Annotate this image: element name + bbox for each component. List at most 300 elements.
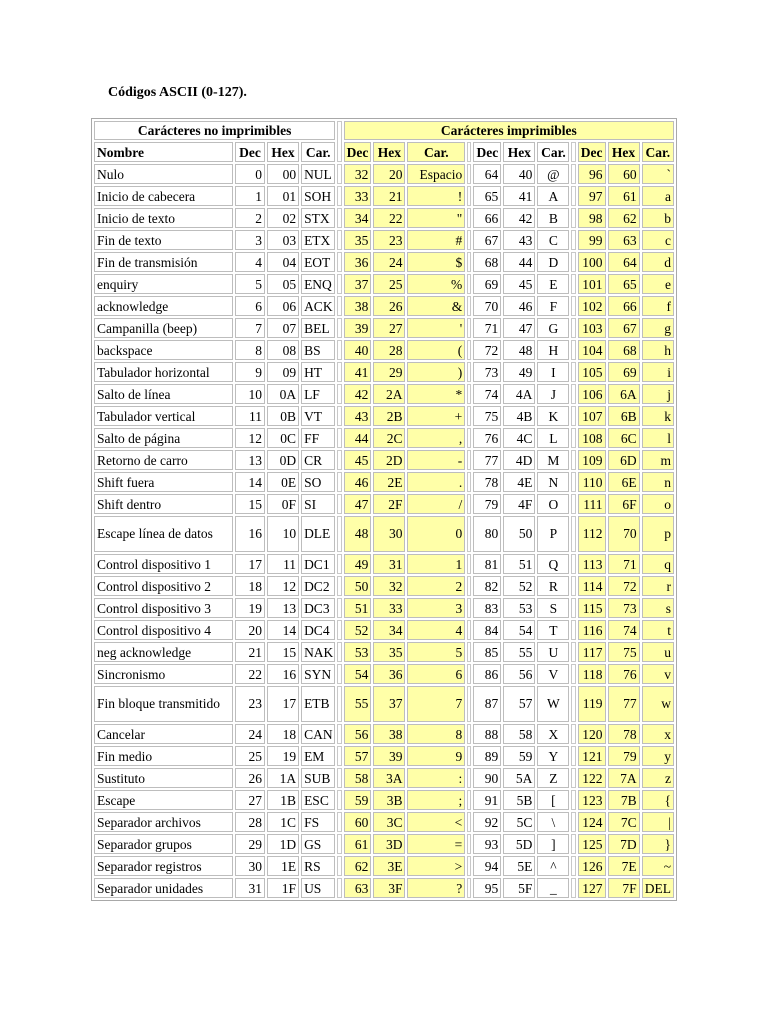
cell-dec: 39 <box>344 318 372 338</box>
cell-char: l <box>642 428 674 448</box>
cell-dec: 1 <box>235 186 265 206</box>
cell-dec: 118 <box>578 664 606 684</box>
cell-dec: 72 <box>473 340 501 360</box>
cell-dec: 38 <box>344 296 372 316</box>
column-separator <box>337 664 341 684</box>
cell-dec: 62 <box>344 856 372 876</box>
cell-hex: 37 <box>373 686 405 722</box>
cell-dec: 97 <box>578 186 606 206</box>
cell-char: i <box>642 362 674 382</box>
page-title: Códigos ASCII (0-127). <box>108 85 247 100</box>
cell-dec: 40 <box>344 340 372 360</box>
cell-hex: 01 <box>267 186 299 206</box>
cell-dec: 94 <box>473 856 501 876</box>
cell-dec: 124 <box>578 812 606 832</box>
cell-hex: 27 <box>373 318 405 338</box>
table-row <box>94 362 674 382</box>
cell-name: backspace <box>94 340 233 360</box>
column-separator <box>337 554 341 574</box>
table-row <box>94 516 674 552</box>
column-separator <box>467 296 471 316</box>
cell-hex: 0A <box>267 384 299 404</box>
cell-dec: 18 <box>235 576 265 596</box>
column-separator <box>337 121 341 162</box>
cell-char: * <box>407 384 465 404</box>
cell-hex: 03 <box>267 230 299 250</box>
cell-hex: 05 <box>267 274 299 294</box>
cell-dec: 109 <box>578 450 606 470</box>
cell-dec: 82 <box>473 576 501 596</box>
column-separator <box>467 598 471 618</box>
cell-char: LF <box>301 384 335 404</box>
cell-name: Escape <box>94 790 233 810</box>
column-separator <box>467 642 471 662</box>
cell-char: s <box>642 598 674 618</box>
cell-hex: 58 <box>503 724 535 744</box>
column-separator <box>571 724 575 744</box>
column-separator <box>571 664 575 684</box>
cell-hex: 72 <box>608 576 640 596</box>
table-row <box>94 812 674 832</box>
cell-char: ESC <box>301 790 335 810</box>
cell-char: V <box>537 664 569 684</box>
cell-hex: 7A <box>608 768 640 788</box>
cell-name: Salto de página <box>94 428 233 448</box>
cell-dec: 70 <box>473 296 501 316</box>
cell-dec: 63 <box>344 878 372 898</box>
column-separator <box>337 384 341 404</box>
cell-dec: 0 <box>235 164 265 184</box>
cell-hex: 62 <box>608 208 640 228</box>
cell-dec: 74 <box>473 384 501 404</box>
cell-char: o <box>642 494 674 514</box>
cell-dec: 96 <box>578 164 606 184</box>
cell-hex: 67 <box>608 318 640 338</box>
cell-char: G <box>537 318 569 338</box>
col-header-name: Nombre <box>94 142 233 162</box>
cell-hex: 08 <box>267 340 299 360</box>
cell-dec: 108 <box>578 428 606 448</box>
column-separator <box>337 790 341 810</box>
cell-dec: 123 <box>578 790 606 810</box>
cell-char: FS <box>301 812 335 832</box>
column-separator <box>337 812 341 832</box>
cell-char: 9 <box>407 746 465 766</box>
ascii-table <box>91 118 677 901</box>
cell-char: N <box>537 472 569 492</box>
table-row <box>94 494 674 514</box>
cell-dec: 52 <box>344 620 372 640</box>
table-row <box>94 230 674 250</box>
col-header-dec: Dec <box>578 142 606 162</box>
cell-hex: 1A <box>267 768 299 788</box>
cell-hex: 4D <box>503 450 535 470</box>
table-row <box>94 450 674 470</box>
column-separator <box>337 274 341 294</box>
cell-char: _ <box>537 878 569 898</box>
cell-char: 4 <box>407 620 465 640</box>
column-separator <box>571 472 575 492</box>
cell-hex: 11 <box>267 554 299 574</box>
column-separator <box>337 686 341 722</box>
table-row <box>94 576 674 596</box>
cell-char: j <box>642 384 674 404</box>
cell-char: RS <box>301 856 335 876</box>
cell-hex: 17 <box>267 686 299 722</box>
cell-hex: 6F <box>608 494 640 514</box>
column-separator <box>337 576 341 596</box>
column-separator <box>571 252 575 272</box>
cell-hex: 71 <box>608 554 640 574</box>
cell-char: L <box>537 428 569 448</box>
cell-char: DC4 <box>301 620 335 640</box>
cell-char: } <box>642 834 674 854</box>
cell-char: : <box>407 768 465 788</box>
cell-dec: 100 <box>578 252 606 272</box>
cell-char: \ <box>537 812 569 832</box>
cell-char: 6 <box>407 664 465 684</box>
cell-dec: 65 <box>473 186 501 206</box>
cell-hex: 22 <box>373 208 405 228</box>
cell-hex: 25 <box>373 274 405 294</box>
cell-char: ^ <box>537 856 569 876</box>
cell-char: SI <box>301 494 335 514</box>
cell-name: Separador unidades <box>94 878 233 898</box>
cell-char: m <box>642 450 674 470</box>
cell-dec: 34 <box>344 208 372 228</box>
column-separator <box>467 406 471 426</box>
cell-dec: 50 <box>344 576 372 596</box>
column-separator <box>467 164 471 184</box>
table-row <box>94 428 674 448</box>
column-separator <box>337 208 341 228</box>
cell-dec: 113 <box>578 554 606 574</box>
cell-dec: 93 <box>473 834 501 854</box>
cell-hex: 1C <box>267 812 299 832</box>
cell-dec: 69 <box>473 274 501 294</box>
cell-hex: 66 <box>608 296 640 316</box>
cell-char: HT <box>301 362 335 382</box>
cell-char: ( <box>407 340 465 360</box>
column-separator <box>467 834 471 854</box>
column-separator <box>467 318 471 338</box>
cell-hex: 56 <box>503 664 535 684</box>
cell-hex: 4A <box>503 384 535 404</box>
column-separator <box>571 494 575 514</box>
cell-hex: 15 <box>267 642 299 662</box>
cell-hex: 5E <box>503 856 535 876</box>
cell-char: ` <box>642 164 674 184</box>
cell-hex: 0C <box>267 428 299 448</box>
cell-dec: 20 <box>235 620 265 640</box>
column-separator <box>467 686 471 722</box>
cell-dec: 107 <box>578 406 606 426</box>
cell-char: BS <box>301 340 335 360</box>
cell-hex: 1B <box>267 790 299 810</box>
cell-dec: 87 <box>473 686 501 722</box>
cell-name: Nulo <box>94 164 233 184</box>
cell-hex: 43 <box>503 230 535 250</box>
cell-hex: 16 <box>267 664 299 684</box>
column-separator <box>337 878 341 898</box>
cell-name: Shift fuera <box>94 472 233 492</box>
cell-dec: 81 <box>473 554 501 574</box>
column-separator <box>571 834 575 854</box>
cell-hex: 7F <box>608 878 640 898</box>
cell-char: g <box>642 318 674 338</box>
cell-dec: 83 <box>473 598 501 618</box>
column-separator <box>571 318 575 338</box>
cell-hex: 45 <box>503 274 535 294</box>
cell-hex: 32 <box>373 576 405 596</box>
cell-dec: 88 <box>473 724 501 744</box>
cell-char: BEL <box>301 318 335 338</box>
cell-char: # <box>407 230 465 250</box>
cell-char: Y <box>537 746 569 766</box>
cell-hex: 7B <box>608 790 640 810</box>
cell-name: Retorno de carro <box>94 450 233 470</box>
column-separator <box>337 340 341 360</box>
cell-char: 8 <box>407 724 465 744</box>
cell-name: Fin de transmisión <box>94 252 233 272</box>
column-separator <box>571 164 575 184</box>
column-separator <box>467 472 471 492</box>
table-row <box>94 724 674 744</box>
cell-hex: 5B <box>503 790 535 810</box>
cell-char: . <box>407 472 465 492</box>
cell-char: ' <box>407 318 465 338</box>
column-separator <box>467 208 471 228</box>
cell-dec: 104 <box>578 340 606 360</box>
cell-char: q <box>642 554 674 574</box>
column-separator <box>467 768 471 788</box>
column-separator <box>337 318 341 338</box>
cell-char: n <box>642 472 674 492</box>
cell-char: ] <box>537 834 569 854</box>
col-header-car: Car. <box>537 142 569 162</box>
cell-char: ) <box>407 362 465 382</box>
cell-char: SUB <box>301 768 335 788</box>
cell-char: I <box>537 362 569 382</box>
cell-dec: 80 <box>473 516 501 552</box>
cell-char: d <box>642 252 674 272</box>
cell-dec: 19 <box>235 598 265 618</box>
column-separator <box>571 554 575 574</box>
cell-char: FF <box>301 428 335 448</box>
cell-char: DLE <box>301 516 335 552</box>
cell-name: neg acknowledge <box>94 642 233 662</box>
cell-char: ! <box>407 186 465 206</box>
cell-name: Inicio de cabecera <box>94 186 233 206</box>
cell-name: Cancelar <box>94 724 233 744</box>
column-separator <box>467 230 471 250</box>
cell-name: Escape línea de datos <box>94 516 233 552</box>
column-separator <box>571 340 575 360</box>
column-separator <box>337 362 341 382</box>
cell-char: EOT <box>301 252 335 272</box>
cell-hex: 24 <box>373 252 405 272</box>
cell-dec: 37 <box>344 274 372 294</box>
column-separator <box>467 494 471 514</box>
cell-char: A <box>537 186 569 206</box>
cell-dec: 98 <box>578 208 606 228</box>
cell-dec: 35 <box>344 230 372 250</box>
cell-name: Inicio de texto <box>94 208 233 228</box>
column-separator <box>571 296 575 316</box>
cell-name: acknowledge <box>94 296 233 316</box>
column-separator <box>337 516 341 552</box>
cell-char: t <box>642 620 674 640</box>
cell-hex: 5C <box>503 812 535 832</box>
cell-hex: 0F <box>267 494 299 514</box>
col-header-hex: Hex <box>503 142 535 162</box>
cell-char: C <box>537 230 569 250</box>
cell-hex: 28 <box>373 340 405 360</box>
cell-char: v <box>642 664 674 684</box>
cell-dec: 6 <box>235 296 265 316</box>
column-separator <box>467 516 471 552</box>
cell-dec: 46 <box>344 472 372 492</box>
cell-dec: 7 <box>235 318 265 338</box>
cell-char: ? <box>407 878 465 898</box>
cell-dec: 53 <box>344 642 372 662</box>
cell-char: E <box>537 274 569 294</box>
cell-hex: 38 <box>373 724 405 744</box>
cell-char: NAK <box>301 642 335 662</box>
cell-char: ETX <box>301 230 335 250</box>
cell-char: ACK <box>301 296 335 316</box>
cell-dec: 121 <box>578 746 606 766</box>
table-row <box>94 318 674 338</box>
cell-char: - <box>407 450 465 470</box>
col-header-dec: Dec <box>235 142 265 162</box>
column-separator <box>571 598 575 618</box>
cell-char: US <box>301 878 335 898</box>
col-header-car: Car. <box>642 142 674 162</box>
cell-char: GS <box>301 834 335 854</box>
column-separator <box>571 450 575 470</box>
cell-dec: 89 <box>473 746 501 766</box>
column-separator <box>571 878 575 898</box>
cell-hex: 7C <box>608 812 640 832</box>
cell-dec: 111 <box>578 494 606 514</box>
cell-hex: 20 <box>373 164 405 184</box>
column-separator <box>337 746 341 766</box>
cell-char: / <box>407 494 465 514</box>
column-separator <box>467 812 471 832</box>
cell-hex: 1F <box>267 878 299 898</box>
cell-hex: 6D <box>608 450 640 470</box>
cell-hex: 47 <box>503 318 535 338</box>
col-header-dec: Dec <box>473 142 501 162</box>
column-separator <box>467 252 471 272</box>
cell-char: a <box>642 186 674 206</box>
cell-hex: 0E <box>267 472 299 492</box>
cell-char: P <box>537 516 569 552</box>
cell-char: NUL <box>301 164 335 184</box>
cell-char: $ <box>407 252 465 272</box>
cell-dec: 101 <box>578 274 606 294</box>
column-separator <box>467 576 471 596</box>
cell-hex: 1D <box>267 834 299 854</box>
cell-char: 3 <box>407 598 465 618</box>
table-row <box>94 472 674 492</box>
col-header-hex: Hex <box>267 142 299 162</box>
table-row <box>94 686 674 722</box>
cell-hex: 18 <box>267 724 299 744</box>
table-row <box>94 252 674 272</box>
cell-dec: 9 <box>235 362 265 382</box>
cell-hex: 3F <box>373 878 405 898</box>
cell-name: Tabulador horizontal <box>94 362 233 382</box>
cell-char: Q <box>537 554 569 574</box>
table-row <box>94 620 674 640</box>
cell-dec: 95 <box>473 878 501 898</box>
cell-hex: 35 <box>373 642 405 662</box>
cell-char: = <box>407 834 465 854</box>
column-separator <box>337 620 341 640</box>
column-separator <box>571 428 575 448</box>
cell-hex: 04 <box>267 252 299 272</box>
cell-dec: 36 <box>344 252 372 272</box>
cell-dec: 102 <box>578 296 606 316</box>
cell-char: + <box>407 406 465 426</box>
column-header-row <box>94 142 674 162</box>
cell-char: y <box>642 746 674 766</box>
cell-dec: 120 <box>578 724 606 744</box>
cell-char: % <box>407 274 465 294</box>
cell-char: CAN <box>301 724 335 744</box>
cell-hex: 50 <box>503 516 535 552</box>
cell-char: 0 <box>407 516 465 552</box>
cell-hex: 65 <box>608 274 640 294</box>
cell-hex: 09 <box>267 362 299 382</box>
cell-dec: 103 <box>578 318 606 338</box>
cell-dec: 114 <box>578 576 606 596</box>
cell-dec: 91 <box>473 790 501 810</box>
cell-hex: 3A <box>373 768 405 788</box>
cell-dec: 43 <box>344 406 372 426</box>
col-header-hex: Hex <box>373 142 405 162</box>
column-separator <box>337 642 341 662</box>
cell-char: , <box>407 428 465 448</box>
column-separator <box>467 878 471 898</box>
column-separator <box>571 208 575 228</box>
cell-hex: 51 <box>503 554 535 574</box>
column-separator <box>337 164 341 184</box>
cell-dec: 125 <box>578 834 606 854</box>
cell-char: x <box>642 724 674 744</box>
table-row <box>94 340 674 360</box>
table-row <box>94 164 674 184</box>
table-row <box>94 208 674 228</box>
column-separator <box>337 598 341 618</box>
cell-hex: 77 <box>608 686 640 722</box>
cell-char: | <box>642 812 674 832</box>
cell-dec: 126 <box>578 856 606 876</box>
col-header-dec: Dec <box>344 142 372 162</box>
column-separator <box>571 142 575 162</box>
cell-dec: 10 <box>235 384 265 404</box>
cell-char: X <box>537 724 569 744</box>
cell-hex: 0B <box>267 406 299 426</box>
cell-dec: 11 <box>235 406 265 426</box>
column-separator <box>467 186 471 206</box>
cell-hex: 60 <box>608 164 640 184</box>
cell-dec: 106 <box>578 384 606 404</box>
cell-hex: 2A <box>373 384 405 404</box>
cell-dec: 76 <box>473 428 501 448</box>
